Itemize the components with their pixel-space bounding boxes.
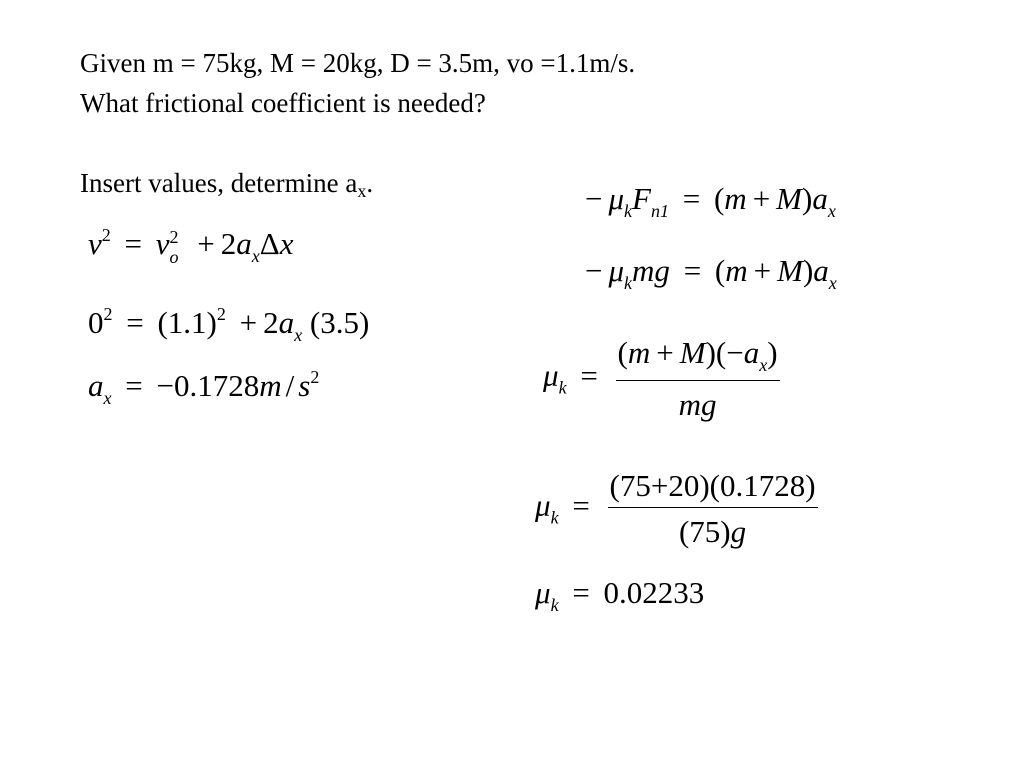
- eq3-value: −0.1728: [156, 368, 260, 403]
- r2-a: a: [813, 253, 829, 288]
- eq1-v: v: [88, 226, 102, 261]
- r2-minus: −: [585, 253, 603, 288]
- eq1-vo-scripts: [169, 226, 184, 267]
- r5-mu: μ: [535, 575, 551, 610]
- eq1-equals: =: [124, 226, 142, 261]
- friction-equation: [585, 255, 837, 292]
- r1-M: M: [776, 181, 802, 216]
- acceleration-result: [88, 368, 319, 407]
- r1-equals: =: [682, 181, 701, 216]
- eq1-vo-sub: o: [169, 246, 179, 267]
- r4-denominator: [608, 507, 818, 547]
- question-line: What frictional coefficient is needed?: [80, 88, 486, 118]
- eq2-a: a: [278, 305, 295, 340]
- eq2-sup: 2: [103, 304, 113, 324]
- r3-m: m: [627, 335, 651, 370]
- r1-a-sub: x: [827, 201, 836, 221]
- eq3-a: a: [88, 368, 104, 403]
- eq3-equals: =: [125, 368, 143, 403]
- eq3-a-sub: x: [103, 388, 112, 408]
- eq1-x: x: [279, 226, 294, 261]
- r4-numerator: (75+20)(0.1728): [609, 468, 816, 503]
- eq1-two: 2: [220, 226, 237, 261]
- kinematic-equation: [88, 226, 293, 265]
- r1-rparen: ): [802, 181, 813, 216]
- r3-num-l: (: [617, 335, 628, 370]
- r1-a: a: [812, 181, 828, 216]
- r3-fraction: [616, 337, 780, 420]
- r4-mu-sub: k: [550, 507, 559, 528]
- eq2-term2: (3.5): [309, 305, 370, 340]
- eq2-zero: 0: [88, 305, 104, 340]
- eq3-sup: 2: [310, 367, 320, 387]
- r2-plus: +: [753, 253, 772, 288]
- substituted-equation: [88, 305, 369, 344]
- r3-a: a: [743, 335, 760, 370]
- eq3-slash: /: [285, 368, 295, 403]
- r4-den-g: g: [730, 514, 747, 549]
- eq1-a: a: [236, 226, 252, 261]
- r2-mu: μ: [608, 253, 625, 288]
- eq3-m: m: [259, 368, 282, 403]
- r3-equals: =: [580, 357, 598, 393]
- r2-rparen: ): [802, 253, 814, 288]
- r5-equals: =: [572, 575, 590, 610]
- r3-num-r: ): [767, 335, 778, 370]
- r2-m: m: [725, 253, 748, 288]
- r2-equals: =: [683, 253, 702, 288]
- r4-den-num: (75): [678, 514, 731, 549]
- r5-mu-sub: k: [550, 595, 559, 615]
- r3-mu: μ: [543, 357, 559, 393]
- coefficient-substitution: [535, 470, 818, 547]
- r2-M: M: [777, 253, 803, 288]
- newton-second-law: [585, 183, 836, 220]
- r4-equals: =: [572, 487, 590, 523]
- r3-a-sub: x: [759, 355, 768, 375]
- r1-F-sub: n1: [650, 201, 669, 221]
- coefficient-result: [535, 577, 704, 614]
- instruction-text: Insert values, determine a: [80, 168, 358, 198]
- r1-F: F: [632, 181, 651, 216]
- r3-M: M: [679, 335, 706, 370]
- r2-mu-sub: k: [624, 273, 633, 293]
- r5-value: 0.02233: [603, 575, 705, 610]
- r1-mu-sub: k: [624, 201, 633, 221]
- r4-fraction: [608, 470, 818, 547]
- instruction-subscript: x: [357, 181, 367, 201]
- eq2-a-sub: x: [294, 325, 303, 345]
- r2-lparen: (: [714, 253, 726, 288]
- instruction-suffix: .: [366, 168, 374, 198]
- r3-mu-sub: k: [558, 377, 567, 398]
- eq1-delta: Δ: [259, 226, 280, 261]
- eq2-term1: (1.1): [157, 305, 217, 340]
- r2-a-sub: x: [828, 273, 837, 293]
- r2-mg: mg: [632, 253, 670, 288]
- r3-num-mid: )(−: [705, 335, 744, 370]
- eq3-s: s: [298, 368, 311, 403]
- r1-plus: +: [752, 181, 771, 216]
- r1-minus: −: [585, 181, 603, 216]
- eq1-vo: v: [155, 226, 170, 261]
- eq1-sup: 2: [101, 225, 111, 245]
- eq2-two: 2: [263, 305, 279, 340]
- eq2-equals: =: [126, 305, 144, 340]
- coefficient-formula: [543, 337, 780, 420]
- eq1-vo-sup: 2: [169, 226, 179, 247]
- instruction-line: [80, 170, 373, 200]
- eq1-plus: +: [197, 226, 215, 261]
- eq2-plus: +: [239, 305, 258, 340]
- r1-lparen: (: [713, 181, 725, 216]
- r3-denominator: mg: [616, 380, 780, 420]
- r3-numerator: [616, 337, 780, 380]
- r1-mu: μ: [608, 181, 625, 216]
- r3-plus: +: [656, 335, 674, 370]
- r1-m: m: [724, 181, 747, 216]
- eq2-sup-b: 2: [216, 304, 226, 324]
- eq1-a-sub: x: [251, 246, 260, 266]
- given-values-line: Given m = 75kg, M = 20kg, D = 3.5m, vo =1.1m/s.: [80, 48, 636, 78]
- r4-mu: μ: [535, 487, 551, 523]
